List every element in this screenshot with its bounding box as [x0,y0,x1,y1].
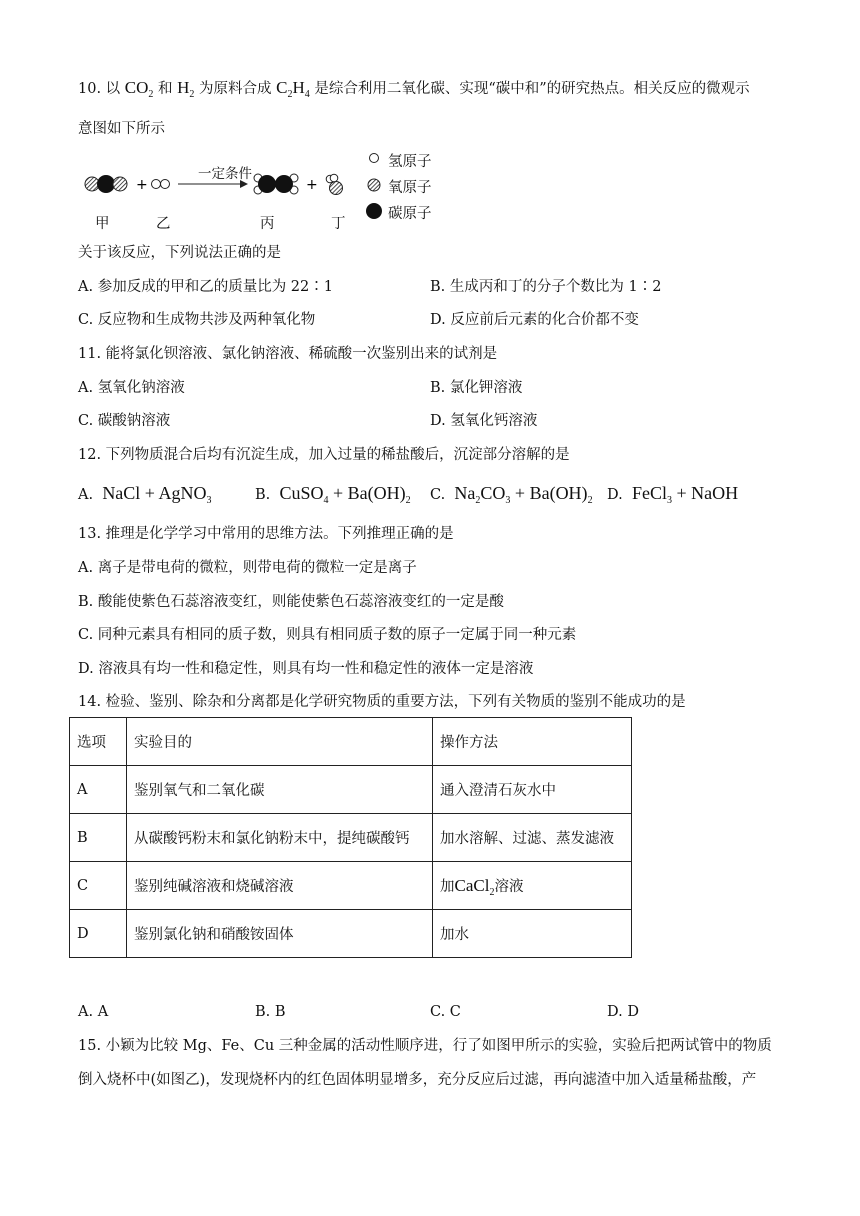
table-cell: 鉴别氧气和二氧化碳 [127,766,433,814]
legend-carbon-icon [366,203,382,219]
q10-line1: 10. 以 $CO_2$ 和 $H_2$ 为原料合成 $C_2H_4$ 是综合利用二氧化碳、实现“碳中和”的研究热点。相关反应的微观示 [78,78,750,100]
plus-sign-1: + [136,177,148,193]
q14-option-d: D. D [607,1004,639,1020]
q11-option-c: C. 碳酸钠溶液 [78,413,171,429]
q10-option-a: A. 参加反成的甲和乙的质量比为 22∶1 [78,279,333,295]
label-ding: 丁 [331,216,346,232]
q13-option-c: C. 同种元素具有相同的质子数，则具有相同质子数的原子一定属于同一种元素 [78,627,577,643]
molecule-bing-c2h4 [254,174,298,194]
table-header-row [70,718,632,766]
molecule-ding-h2o [326,174,342,194]
label-bing: 丙 [260,216,275,232]
table-header-cell: 操作方法 [433,718,632,766]
q14-option-c: C. C [430,1004,461,1020]
q10-option-b: B. 生成丙和丁的分子个数比为 1∶2 [430,279,662,295]
q10-stem: 关于该反应，下列说法正确的是 [78,245,281,261]
table-cell: 鉴别氯化钠和硝酸铵固体 [127,910,433,958]
q12-option-c: C. $Na_2CO_3 + Ba(OH)_2$ [430,483,593,506]
legend-carbon-label: 碳原子 [388,206,432,222]
q13-stem: 13. 推理是化学学习中常用的思维方法。下列推理正确的是 [78,526,454,542]
table-row [70,766,632,814]
table-cell: A [70,766,127,814]
q11-stem: 11. 能将氯化钡溶液、氯化钠溶液、稀硫酸一次鉴别出来的试剂是 [78,346,498,362]
legend-oxygen-icon [368,179,380,191]
q15-line2: 倒入烧杯中(如图乙)，发现烧杯内的红色固体明显增多，充分反应后过滤，再向滤渣中加入适量稀盐酸，产 [78,1072,757,1088]
legend-hydrogen-icon [370,154,379,163]
q12-option-b: B. CuSO$_4$ + $Ba(OH)_2$ [255,483,411,506]
table-row [70,814,632,862]
q10-option-c: C. 反应物和生成物共涉及两种氧化物 [78,312,316,328]
table-header-cell: 选项 [70,718,127,766]
table-cell-formula: 加CaCl$_2$溶液 [433,862,632,910]
q10-option-d: D. 反应前后元素的化合价都不变 [430,312,639,328]
table-row [70,862,632,910]
arrow-condition-label: 一定条件 [198,166,252,182]
table-cell: 通入澄清石灰水中 [433,766,632,814]
q13-option-d: D. 溶液具有均一性和稳定性，则具有均一性和稳定性的液体一定是溶液 [78,661,534,677]
table-header-cell: 实验目的 [127,718,433,766]
plus-sign-2: + [306,177,318,193]
q14-table [69,717,632,958]
q12-option-a: A. NaCl + AgNO$_3$ [78,483,212,506]
q11-option-a: A. 氢氧化钠溶液 [78,380,185,396]
table-cell: B [70,814,127,862]
table-cell: 从碳酸钙粉末和氯化钠粉末中，提纯碳酸钙 [127,814,433,862]
legend-oxygen-label: 氧原子 [388,180,432,196]
table-cell: 鉴别纯碱溶液和烧碱溶液 [127,862,433,910]
label-yi: 乙 [156,216,171,232]
legend-hydrogen-label: 氢原子 [388,154,432,170]
label-jia: 甲 [95,216,110,232]
q12-option-d: D. FeCl$_3$ + NaOH [607,483,739,506]
table-cell: 加水 [433,910,632,958]
q15-line1: 15. 小颖为比较 Mg、Fe、Cu 三种金属的活动性顺序进，行了如图甲所示的实验，实验后把两试管中的物质 [78,1038,772,1054]
q11-option-d: D. 氢氧化钙溶液 [430,413,538,429]
q14-option-a: A. A [78,1004,109,1020]
table-cell: D [70,910,127,958]
q10-line2: 意图如下所示 [78,121,165,137]
q12-stem: 12. 下列物质混合后均有沉淀生成，加入过量的稀盐酸后，沉淀部分溶解的是 [78,447,570,463]
molecule-yi-h2 [152,180,170,189]
q14-option-b: B. B [255,1004,286,1020]
q13-option-a: A. 离子是带电荷的微粒，则带电荷的微粒一定是离子 [78,560,417,576]
q14-stem: 14. 检验、鉴别、除杂和分离都是化学研究物质的重要方法，下列有关物质的鉴别不能成功的是 [78,694,686,710]
q13-option-b: B. 酸能使紫色石蕊溶液变红，则能使紫色石蕊溶液变红的一定是酸 [78,594,504,610]
molecule-jia-co2 [85,175,127,193]
q11-option-b: B. 氯化钾溶液 [430,380,523,396]
table-cell: 加水溶解、过滤、蒸发滤液 [433,814,632,862]
table-cell: C [70,862,127,910]
table-row [70,910,632,958]
